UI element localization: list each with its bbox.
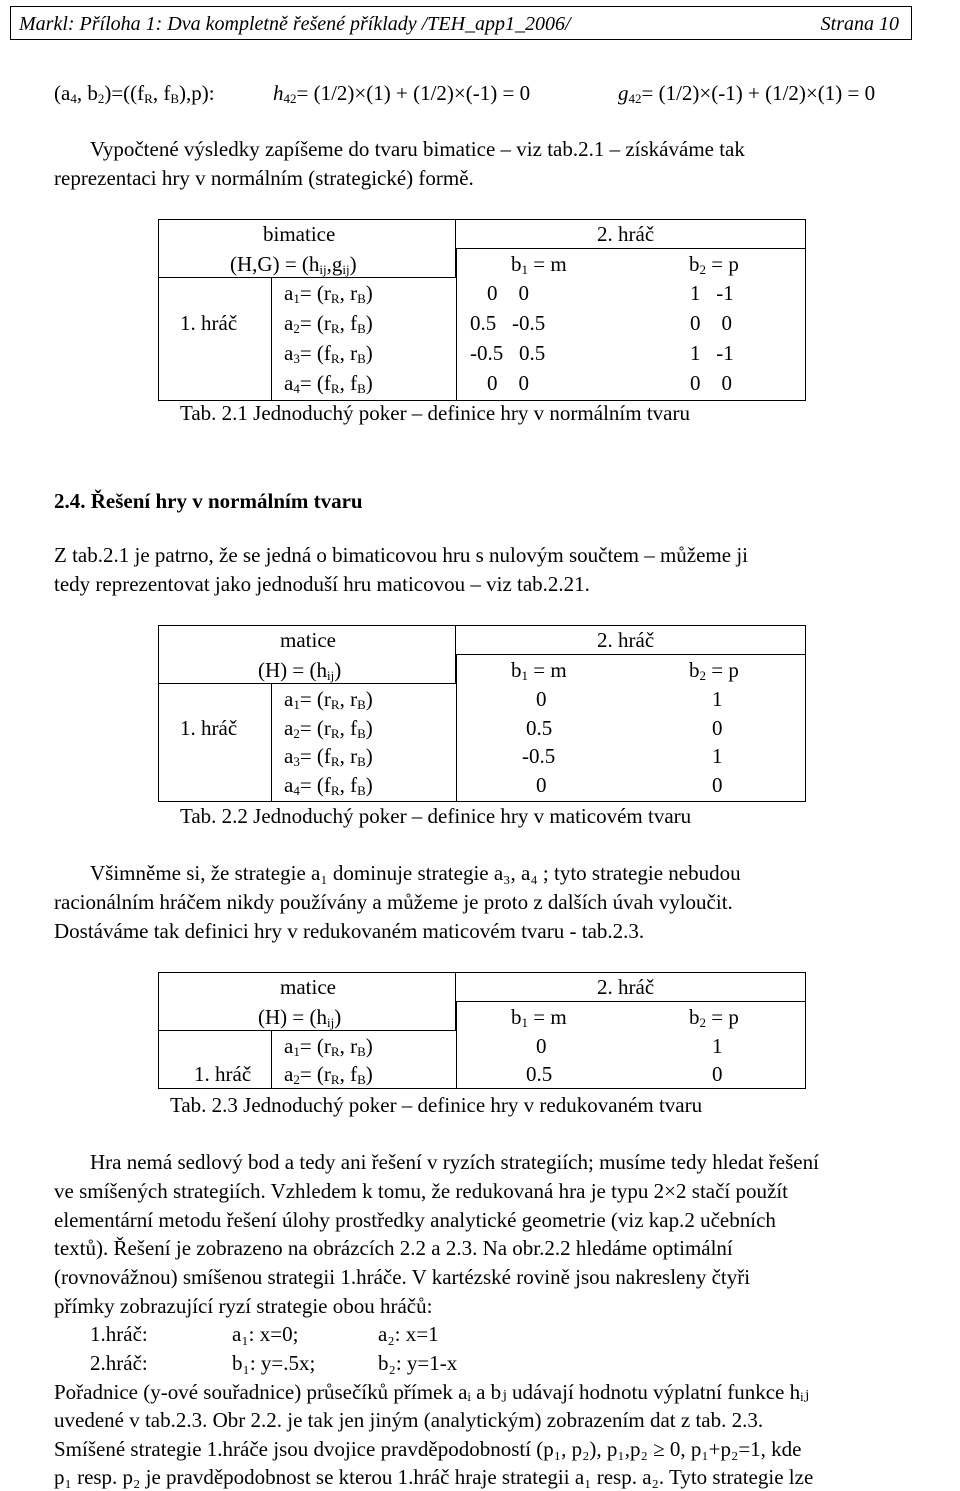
r: = (r [299,1062,331,1086]
paragraph-line: Pořadnice (y-ové souřadnice) průsečíků přímek aᵢ a bⱼ udávají hodnotu výplatní funkce hᵢⱼ [54,1380,810,1404]
table-row-label [284,1064,373,1085]
table-cell-b2: 0 [712,773,723,797]
column-b1 [511,660,567,681]
paragraph-line: elementární metodu řešení úlohy prostředky analytické geometrie (viz kap.2 učebních [54,1208,776,1232]
paragraph-line: p₁ resp. p₂ je pravděpodobnost se kterou 1.hráč hraje strategii a₁ resp. a₂. Tyto strategie lze [54,1465,814,1489]
table-cell-b1: 0 0 [487,371,529,395]
table-title: matice [280,975,336,999]
player2-label: 2. hráč [597,628,655,652]
eq-h-symbol: h [273,81,284,105]
r-sub: 2 [293,1072,300,1087]
paragraph-line: Všimněme si, že strategie a₁ dominuje strategie a₃, a₄ ; tyto strategie nebudou [90,861,741,885]
eq-sub: 42 [283,91,297,106]
c-sub: 2 [699,1015,706,1030]
r-sub: R [330,291,340,306]
eq-text: , f [152,81,171,105]
r: ) [365,341,373,365]
c: b [689,1005,700,1029]
table-row-label [284,313,373,334]
r-sub: B [357,351,366,366]
paragraph-line: Vypočtené výsledky zapíšeme do tvaru bimatice – viz tab.2.1 – získáváme tak [90,137,745,161]
r: a [284,773,294,797]
r: , f [339,1062,358,1086]
header-left: Markl: Příloha 1: Dva kompletně řešené příklady /TEH_app1_2006/ [19,13,571,35]
tt-sub: ij [327,1015,335,1030]
r: , r [339,744,358,768]
c-sub: 1 [521,668,528,683]
r-sub: 2 [293,726,300,741]
r: , f [339,773,358,797]
r-sub: 1 [293,1044,300,1059]
c-sub: 2 [699,262,706,277]
r: = (r [299,716,331,740]
c: b [689,658,700,682]
table-cell-b1: -0.5 [522,744,556,768]
r-sub: R [330,783,340,798]
eq-g-value: = (1/2)×(-1) + (1/2)×(1) = 0 [641,81,876,105]
tt: ) [334,658,342,682]
paragraph-line: přímky zobrazující ryzí strategie obou hráčů: [54,1294,433,1318]
table-caption: Tab. 2.2 Jednoduchý poker – definice hry v maticovém tvaru [180,804,692,828]
player2-strategy-label: 2.hráč: [90,1351,148,1375]
table-caption: Tab. 2.1 Jednoduchý poker – definice hry v normálním tvaru [180,401,690,425]
r: , r [339,1034,358,1058]
table-divider [456,249,457,401]
eq-sub: 2 [97,91,105,106]
r-sub: R [330,1072,340,1087]
r: ) [365,1034,373,1058]
table-row-label [284,343,373,364]
table-row-label [284,1036,373,1057]
equation-line [54,83,215,104]
r-sub: R [330,1044,340,1059]
column-b1 [511,254,567,275]
table-cell-b1: 0.5 [526,716,553,740]
r: a [284,281,294,305]
table-cell-b2: 1 -1 [690,281,734,305]
player1-label: 1. hráč [194,1062,252,1086]
column-b2 [689,660,739,681]
r-sub: B [357,381,366,396]
player1-label: 1. hráč [180,716,238,740]
player2-label: 2. hráč [597,975,655,999]
paragraph-line: reprezentaci hry v normálním (strategické) formě. [54,166,474,190]
strategy-a1: a₁: x=0; [232,1322,299,1346]
r: a [284,371,294,395]
r: , f [339,311,358,335]
player2-label: 2. hráč [597,222,655,246]
paragraph-line: tedy reprezentovat jako jednoduší hru maticovou – viz tab.2.21. [54,572,590,596]
section-heading: 2.4. Řešení hry v normálním tvaru [54,489,363,513]
c-sub: 1 [521,1015,528,1030]
table-title-formula [258,660,341,681]
paragraph-line: ve smíšených strategiích. Vzhledem k tomu, že redukovaná hra je typu 2×2 stačí použít [54,1179,788,1203]
r-sub: 1 [293,291,300,306]
player1-strategy-label: 1.hráč: [90,1322,148,1346]
r: , f [339,716,358,740]
equation-h42 [273,83,530,104]
r-sub: R [330,754,340,769]
c-sub: 2 [699,668,706,683]
r-sub: 2 [293,321,300,336]
r: , r [339,341,358,365]
eq-sub: 4 [70,91,77,106]
strategy-a2: a₂: x=1 [378,1322,439,1346]
r-sub: B [357,783,366,798]
table-player-cell [158,684,272,802]
table-cell-b1: -0.5 0.5 [470,341,546,365]
r-sub: B [357,321,366,336]
table-cell-b2: 0 0 [690,371,732,395]
table-row-label [284,689,373,710]
r-sub: 3 [293,351,300,366]
table-player-cell [158,278,272,401]
c: b [511,658,522,682]
r: , r [339,687,358,711]
r: ) [365,1062,373,1086]
tt-sub: ij [327,668,335,683]
c: = m [528,252,567,276]
r-sub: R [330,351,340,366]
r-sub: 4 [293,783,300,798]
paragraph-line: Z tab.2.1 je patrno, že se jedná o bimaticovou hru s nulovým součtem – můžeme ji [54,543,748,567]
r: = (f [299,744,331,768]
c: b [511,1005,522,1029]
table-row-label [284,775,373,796]
tt: ) [334,1005,342,1029]
paragraph-line: Hra nemá sedlový bod a tedy ani řešení v ryzích strategiích; musíme tedy hledat řešení [90,1150,819,1174]
paragraph-line: uvedené v tab.2.3. Obr 2.2. je tak jen jiným (analytickým) zobrazením dat z tab. 2.3. [54,1408,764,1432]
paragraph-line: Dostáváme tak definici hry v redukovaném maticovém tvaru - tab.2.3. [54,919,645,943]
r-sub: 3 [293,754,300,769]
r-sub: R [330,381,340,396]
r-sub: 1 [293,697,300,712]
column-b2 [689,1007,739,1028]
r-sub: R [330,697,340,712]
table-cell-b1: 0.5 -0.5 [470,311,546,335]
table-title-formula [230,254,357,275]
paragraph-line: racionálním hráčem nikdy používány a můžeme je proto z dalších úvah vyloučit. [54,890,733,914]
table-cell-b2: 0 [712,716,723,740]
table-row-label [284,746,373,767]
r: , r [339,281,358,305]
eq-text: ),p): [179,81,215,105]
r: a [284,744,294,768]
r: ) [365,773,373,797]
paragraph-line: Smíšené strategie 1.hráče jsou dvojice pravděpodobností (p₁, p₂), p₁,p₂ ≥ 0, p₁+p₂=1, kde [54,1437,802,1461]
eq-sub: B [170,91,179,106]
tt-sub: ij [319,262,327,277]
c: = p [706,1005,739,1029]
tt-sub: ij [342,262,350,277]
c: b [689,252,700,276]
c: b [511,252,522,276]
table-cell-b2: 1 [712,1034,723,1058]
page-header [10,6,912,40]
r-sub: R [330,321,340,336]
paragraph-line: (rovnovážnou) smíšenou strategii 1.hráče. V kartézské rovině jsou nakresleny čtyři [54,1265,751,1289]
table-cell-b2: 1 [712,744,723,768]
table-divider [456,655,457,802]
r-sub: B [357,291,366,306]
eq-sub: 42 [628,91,642,106]
table-row-label [284,283,373,304]
tt: ) [349,252,357,276]
r: a [284,1062,294,1086]
table-cell-b2: 0 0 [690,311,732,335]
r: = (f [299,371,331,395]
strategy-b1: b₁: y=.5x; [232,1351,316,1375]
table-cell-b1: 0 0 [487,281,529,305]
r: ) [365,311,373,335]
r: = (r [299,687,331,711]
c: = m [528,1005,567,1029]
table-cell-b2: 1 [712,687,723,711]
eq-text: (a [54,81,71,105]
equation-g42 [618,83,875,104]
strategy-b2: b₂: y=1-x [378,1351,458,1375]
r: a [284,341,294,365]
r: a [284,687,294,711]
r: = (f [299,773,331,797]
table-cell-b2: 0 [712,1062,723,1086]
r-sub: B [357,754,366,769]
c: = m [528,658,567,682]
r: ) [365,371,373,395]
r: = (f [299,341,331,365]
tt: ,g [326,252,343,276]
eq-h-value: = (1/2)×(1) + (1/2)×(-1) = 0 [296,81,531,105]
table-caption: Tab. 2.3 Jednoduchý poker – definice hry v redukovaném tvaru [170,1093,703,1117]
c: = p [706,658,739,682]
r: = (r [299,311,331,335]
player1-label: 1. hráč [180,311,238,335]
c-sub: 1 [521,262,528,277]
eq-text: , b [76,81,98,105]
table-cell-b1: 0 [536,687,547,711]
r: ) [365,687,373,711]
r-sub: 4 [293,381,300,396]
r: ) [365,744,373,768]
r-sub: B [357,726,366,741]
tt: (H) = (h [258,1005,327,1029]
table-title: matice [280,628,336,652]
table-title-formula [258,1007,341,1028]
r-sub: B [357,1072,366,1087]
eq-g-symbol: g [618,81,629,105]
r-sub: B [357,1044,366,1059]
c: = p [706,252,739,276]
r-sub: B [357,697,366,712]
r: = (r [299,1034,331,1058]
r: a [284,716,294,740]
eq-text: )=((f [104,81,145,105]
column-b2 [689,254,739,275]
table-row-label [284,718,373,739]
table-cell-b1: 0.5 [526,1062,553,1086]
tt: (H,G) = (h [230,252,320,276]
table-row-label [284,373,373,394]
paragraph-line: textů). Řešení je zobrazeno na obrázcích 2.2 a 2.3. Na obr.2.2 hledáme optimální [54,1236,733,1260]
r: a [284,1034,294,1058]
r: a [284,311,294,335]
table-cell-b2: 1 -1 [690,341,734,365]
r: = (r [299,281,331,305]
r-sub: R [330,726,340,741]
table-cell-b1: 0 [536,773,547,797]
header-page-number: Strana 10 [820,13,899,35]
table-cell-b1: 0 [536,1034,547,1058]
eq-sub: R [144,91,153,106]
table-title: bimatice [263,222,336,246]
r: , f [339,371,358,395]
table-divider [456,1002,457,1089]
r: ) [365,716,373,740]
tt: (H) = (h [258,658,327,682]
r: ) [365,281,373,305]
column-b1 [511,1007,567,1028]
